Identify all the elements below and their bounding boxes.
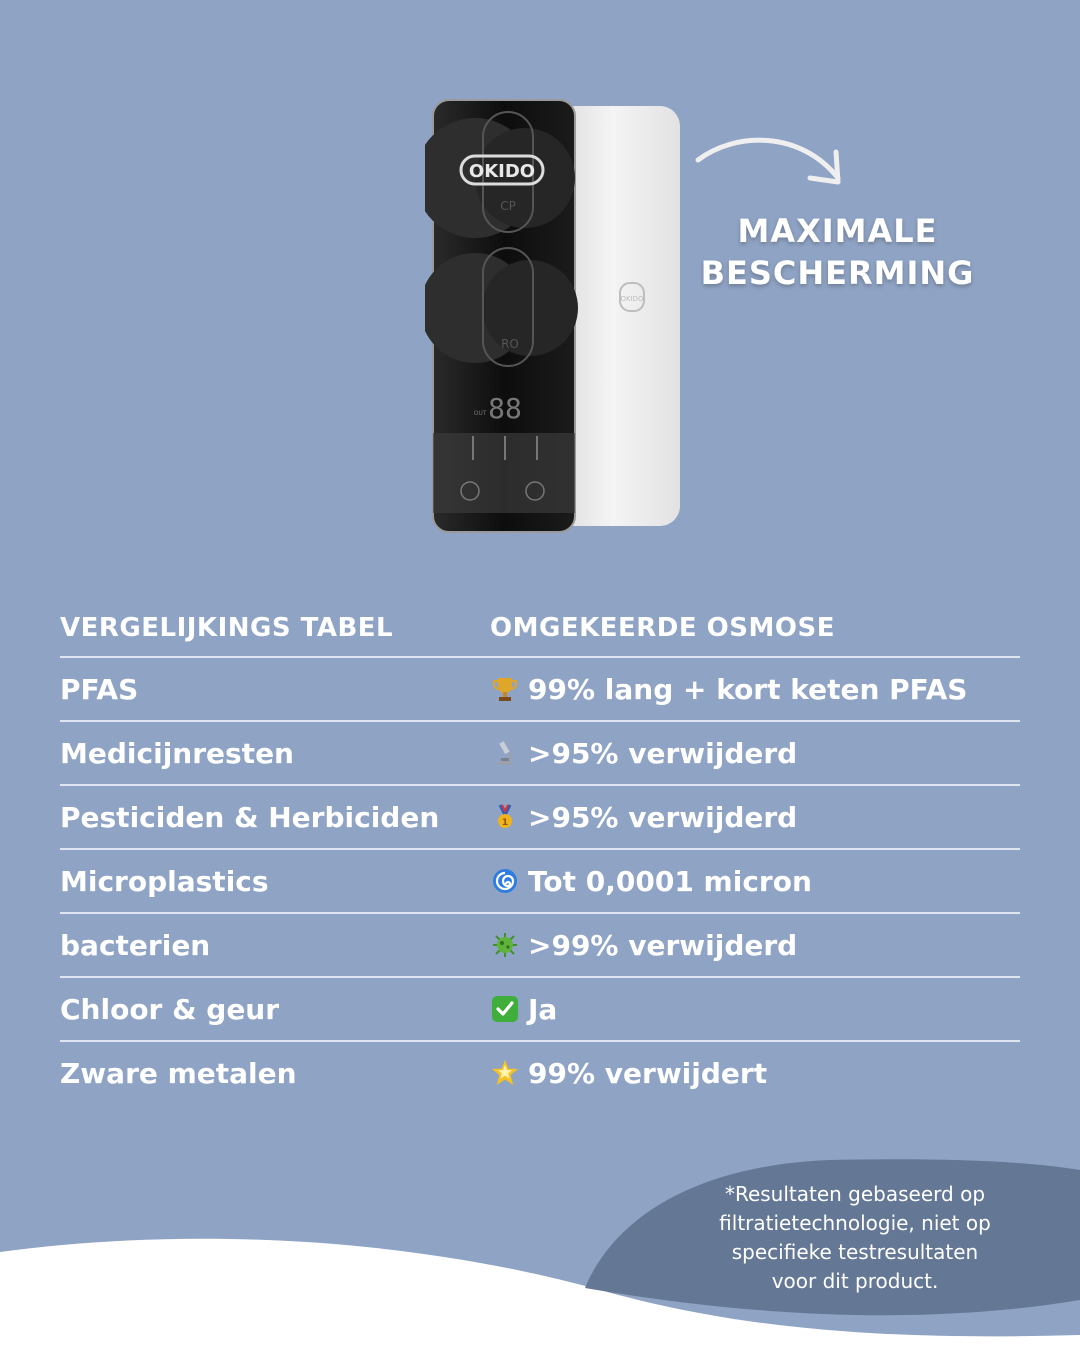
ro-label: RO bbox=[501, 337, 519, 351]
table-row bbox=[60, 978, 1020, 1042]
row-value bbox=[490, 929, 797, 962]
row-label: bacterien bbox=[60, 928, 211, 962]
row-label: Zware metalen bbox=[60, 1056, 297, 1090]
headline-line2: BESCHERMING bbox=[700, 254, 975, 292]
table-row bbox=[60, 850, 1020, 914]
cyclone-icon bbox=[490, 866, 520, 896]
microscope-icon bbox=[490, 738, 520, 768]
footnote-line2: filtratietechnologie, niet op bbox=[719, 1211, 991, 1235]
table-row bbox=[60, 658, 1020, 722]
row-value-text: Ja bbox=[528, 992, 558, 1026]
row-value bbox=[490, 993, 557, 1026]
row-value-text: >95% verwijderd bbox=[528, 736, 798, 770]
star-icon bbox=[490, 1058, 520, 1088]
row-label: Medicijnresten bbox=[60, 736, 294, 770]
row-value-text: 99% verwijdert bbox=[528, 1056, 768, 1090]
row-label: Pesticiden & Herbiciden bbox=[60, 800, 440, 834]
table-row bbox=[60, 1042, 1020, 1104]
svg-text:1: 1 bbox=[501, 818, 509, 828]
trophy-icon bbox=[490, 674, 520, 704]
headline bbox=[700, 210, 975, 294]
header-right: OMGEKEERDE OSMOSE bbox=[490, 613, 835, 643]
row-value bbox=[490, 737, 797, 770]
row-value-text: Tot 0,0001 micron bbox=[528, 864, 812, 898]
footnote-line3: specifieke testresultaten bbox=[731, 1240, 979, 1264]
row-label: PFAS bbox=[60, 672, 139, 706]
row-label: Microplastics bbox=[60, 864, 269, 898]
table-header bbox=[60, 600, 1020, 658]
row-value-text: >95% verwijderd bbox=[528, 800, 798, 834]
row-value bbox=[490, 1057, 767, 1090]
row-value bbox=[490, 801, 797, 834]
water-filter-product-image bbox=[425, 98, 685, 538]
table-row bbox=[60, 914, 1020, 978]
digital-display: 88 bbox=[488, 392, 522, 425]
footnote bbox=[700, 1180, 1010, 1296]
table-row bbox=[60, 722, 1020, 786]
row-label: Chloor & geur bbox=[60, 992, 280, 1026]
row-value bbox=[490, 865, 812, 898]
headline-line1: MAXIMALE bbox=[737, 212, 938, 250]
comparison-table bbox=[60, 600, 1020, 1104]
medal-icon bbox=[490, 802, 520, 832]
header-left: VERGELIJKINGS TABEL bbox=[60, 613, 394, 643]
footnote-line4: voor dit product. bbox=[771, 1269, 939, 1293]
row-value-text: >99% verwijderd bbox=[528, 928, 798, 962]
microbe-icon bbox=[490, 930, 520, 960]
cp-label: CP bbox=[500, 199, 516, 213]
row-value-text: 99% lang + kort keten PFAS bbox=[528, 672, 968, 706]
row-value bbox=[490, 673, 967, 706]
side-logo-text: OKIDO bbox=[620, 295, 644, 303]
footnote-line1: *Resultaten gebaseerd op bbox=[724, 1182, 986, 1206]
curved-arrow-icon bbox=[690, 130, 850, 200]
out-label: OUT bbox=[473, 410, 487, 417]
table-row bbox=[60, 786, 1020, 850]
brand-logo-text: OKIDO bbox=[468, 161, 536, 182]
check-icon bbox=[490, 994, 520, 1024]
